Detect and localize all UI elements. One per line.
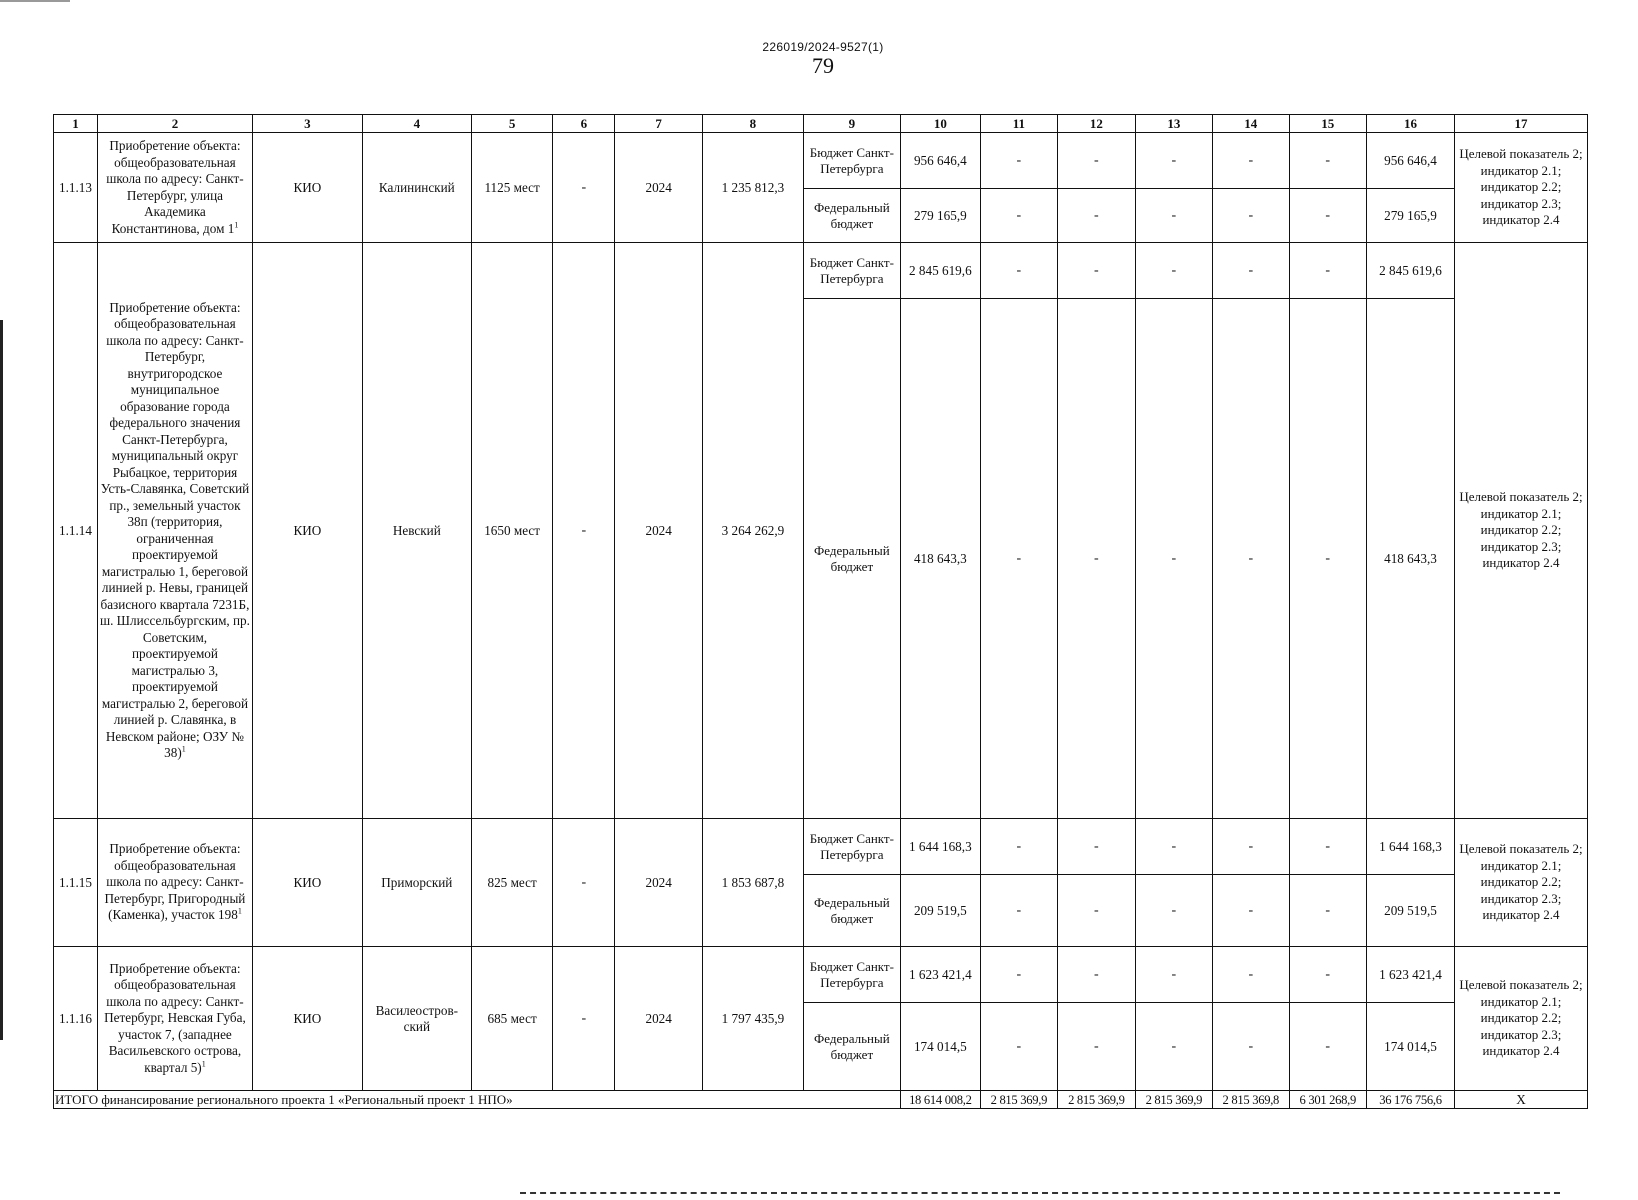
amount-col12: - [1058, 947, 1135, 1003]
total-cost: 1 235 812,3 [703, 133, 804, 243]
total-col11: 2 815 369,9 [980, 1091, 1057, 1109]
scan-edge-bottom [520, 1192, 1560, 1196]
amount-col16: 1 644 168,3 [1367, 819, 1455, 875]
amount-col15: - [1289, 1003, 1366, 1091]
financing-table [53, 114, 1588, 1109]
funding-source: Федеральный бюджет [803, 875, 900, 947]
column-header: 17 [1454, 115, 1587, 133]
amount-col16: 209 519,5 [1367, 875, 1455, 947]
amount-col12: - [1058, 875, 1135, 947]
total-cost: 1 797 435,9 [703, 947, 804, 1091]
amount-col11: - [980, 243, 1057, 299]
column-header: 9 [803, 115, 900, 133]
amount-col14: - [1213, 819, 1289, 875]
column-header: 8 [703, 115, 804, 133]
total-col13: 2 815 369,9 [1135, 1091, 1212, 1109]
amount-col16: 174 014,5 [1367, 1003, 1455, 1091]
column-header: 11 [980, 115, 1057, 133]
amount-col13: - [1135, 947, 1212, 1003]
amount-col16: 279 165,9 [1367, 189, 1455, 243]
amount-col12: - [1058, 189, 1135, 243]
object-name [97, 947, 252, 1091]
scan-corner-mark [0, 0, 70, 2]
page-header [0, 40, 1638, 78]
amount-col13: - [1135, 189, 1212, 243]
amount-col10: 1 623 421,4 [901, 947, 981, 1003]
object-name [97, 243, 252, 819]
amount-col15: - [1289, 299, 1366, 819]
amount-col15: - [1289, 875, 1366, 947]
total-col14: 2 815 369,8 [1213, 1091, 1289, 1109]
amount-col14: - [1213, 133, 1289, 189]
scan-edge-left [0, 320, 3, 1040]
organization: КИО [252, 819, 362, 947]
table-row [54, 819, 1588, 875]
total-row [54, 1091, 1588, 1109]
row-number: 1.1.13 [54, 133, 98, 243]
column-number-row [54, 115, 1588, 133]
table-row [54, 947, 1588, 1003]
district: Калининский [362, 133, 471, 243]
total-cost: 3 264 262,9 [703, 243, 804, 819]
col6-value: - [553, 947, 615, 1091]
amount-col14: - [1213, 299, 1289, 819]
amount-col15: - [1289, 133, 1366, 189]
amount-col13: - [1135, 133, 1212, 189]
amount-col15: - [1289, 243, 1366, 299]
row-number: 1.1.15 [54, 819, 98, 947]
object-name [97, 819, 252, 947]
target-indicators: Целевой показатель 2; индикатор 2.1; индикатор 2.2; индикатор 2.3; индикатор 2.4 [1454, 947, 1587, 1091]
row-number: 1.1.16 [54, 947, 98, 1091]
footnote-mark: 1 [181, 744, 186, 754]
column-header: 2 [97, 115, 252, 133]
amount-col16: 2 845 619,6 [1367, 243, 1455, 299]
funding-source: Бюджет Санкт-Петербурга [803, 819, 900, 875]
amount-col16: 418 643,3 [1367, 299, 1455, 819]
column-header: 13 [1135, 115, 1212, 133]
amount-col12: - [1058, 133, 1135, 189]
total-col16: 36 176 756,6 [1367, 1091, 1455, 1109]
year: 2024 [615, 819, 703, 947]
footnote-mark: 1 [234, 220, 239, 230]
amount-col10: 2 845 619,6 [901, 243, 981, 299]
total-col17: Х [1454, 1091, 1587, 1109]
target-indicators: Целевой показатель 2; индикатор 2.1; индикатор 2.2; индикатор 2.3; индикатор 2.4 [1454, 819, 1587, 947]
organization: КИО [252, 243, 362, 819]
district: Приморский [362, 819, 471, 947]
organization: КИО [252, 133, 362, 243]
amount-col11: - [980, 875, 1057, 947]
amount-col14: - [1213, 243, 1289, 299]
amount-col13: - [1135, 299, 1212, 819]
amount-col15: - [1289, 189, 1366, 243]
col6-value: - [553, 819, 615, 947]
year: 2024 [615, 947, 703, 1091]
total-col12: 2 815 369,9 [1058, 1091, 1135, 1109]
column-header: 6 [553, 115, 615, 133]
footnote-mark: 1 [237, 906, 242, 916]
object-name-text: Приобретение объекта: общеобразовательная школа по адресу: Санкт-Петербург, Невская Губа, участок 7, (западнее Васильевского острова, квартал 5) [104, 960, 246, 1075]
column-header: 10 [901, 115, 981, 133]
amount-col13: - [1135, 243, 1212, 299]
year: 2024 [615, 243, 703, 819]
amount-col16: 956 646,4 [1367, 133, 1455, 189]
amount-col11: - [980, 947, 1057, 1003]
amount-col10: 956 646,4 [901, 133, 981, 189]
object-name [97, 133, 252, 243]
total-label: ИТОГО финансирование регионального проекта 1 «Региональный проект 1 НПО» [54, 1091, 901, 1109]
column-header: 7 [615, 115, 703, 133]
column-header: 16 [1367, 115, 1455, 133]
column-header: 5 [471, 115, 553, 133]
amount-col13: - [1135, 875, 1212, 947]
capacity: 825 мест [471, 819, 553, 947]
target-indicators: Целевой показатель 2; индикатор 2.1; индикатор 2.2; индикатор 2.3; индикатор 2.4 [1454, 243, 1587, 819]
funding-source: Федеральный бюджет [803, 299, 900, 819]
amount-col13: - [1135, 819, 1212, 875]
column-header: 1 [54, 115, 98, 133]
col6-value: - [553, 243, 615, 819]
object-name-text: Приобретение объекта: общеобразовательная школа по адресу: Санкт-Петербург, Пригородный (Каменка), участок 198 [104, 841, 246, 923]
page-number: 79 [812, 53, 834, 78]
amount-col14: - [1213, 947, 1289, 1003]
document-id: 226019/2024-9527(1) [762, 40, 884, 54]
capacity: 1650 мест [471, 243, 553, 819]
amount-col11: - [980, 133, 1057, 189]
amount-col10: 418 643,3 [901, 299, 981, 819]
funding-source: Бюджет Санкт-Петербурга [803, 133, 900, 189]
amount-col11: - [980, 819, 1057, 875]
funding-source: Бюджет Санкт-Петербурга [803, 947, 900, 1003]
footnote-mark: 1 [201, 1059, 206, 1069]
amount-col14: - [1213, 875, 1289, 947]
year: 2024 [615, 133, 703, 243]
amount-col12: - [1058, 819, 1135, 875]
amount-col12: - [1058, 299, 1135, 819]
amount-col12: - [1058, 243, 1135, 299]
column-header: 14 [1213, 115, 1289, 133]
col6-value: - [553, 133, 615, 243]
amount-col13: - [1135, 1003, 1212, 1091]
object-name-text: Приобретение объекта: общеобразовательная школа по адресу: Санкт-Петербург, улица Академика Константинова, дом 1 [106, 138, 244, 236]
amount-col16: 1 623 421,4 [1367, 947, 1455, 1003]
table-row [54, 133, 1588, 189]
district: Василеостров-ский [362, 947, 471, 1091]
district: Невский [362, 243, 471, 819]
column-header: 15 [1289, 115, 1366, 133]
amount-col14: - [1213, 189, 1289, 243]
amount-col11: - [980, 299, 1057, 819]
column-header: 12 [1058, 115, 1135, 133]
amount-col14: - [1213, 1003, 1289, 1091]
amount-col12: - [1058, 1003, 1135, 1091]
object-name-text: Приобретение объекта: общеобразовательная школа по адресу: Санкт-Петербург, внутригородское муниципальное образование города федерального значения Санкт-Петербурга, муниципальный округ Рыбацкое, территория Усть-Славянка, Советский пр., земельный участок 38п (территория, ограниченная проектируемой магистралью 1, береговой линией р. Невы, границей базисного квартала 7231Б, ш. Шлиссельбургским, пр. Советским, проектируемой магистралью 3, проектируемой магистралью 2, береговой линией р. Славянка, в Невском районе; ОЗУ № 38) [99, 299, 250, 760]
total-col15: 6 301 268,9 [1289, 1091, 1366, 1109]
organization: КИО [252, 947, 362, 1091]
funding-source: Федеральный бюджет [803, 1003, 900, 1091]
funding-source: Федеральный бюджет [803, 189, 900, 243]
amount-col11: - [980, 189, 1057, 243]
total-cost: 1 853 687,8 [703, 819, 804, 947]
amount-col15: - [1289, 947, 1366, 1003]
amount-col11: - [980, 1003, 1057, 1091]
amount-col10: 209 519,5 [901, 875, 981, 947]
capacity: 685 мест [471, 947, 553, 1091]
table-row [54, 243, 1588, 299]
amount-col15: - [1289, 819, 1366, 875]
funding-source: Бюджет Санкт-Петербурга [803, 243, 900, 299]
amount-col10: 174 014,5 [901, 1003, 981, 1091]
row-number: 1.1.14 [54, 243, 98, 819]
amount-col10: 279 165,9 [901, 189, 981, 243]
column-header: 4 [362, 115, 471, 133]
capacity: 1125 мест [471, 133, 553, 243]
amount-col10: 1 644 168,3 [901, 819, 981, 875]
target-indicators: Целевой показатель 2; индикатор 2.1; индикатор 2.2; индикатор 2.3; индикатор 2.4 [1454, 133, 1587, 243]
total-col10: 18 614 008,2 [901, 1091, 981, 1109]
column-header: 3 [252, 115, 362, 133]
